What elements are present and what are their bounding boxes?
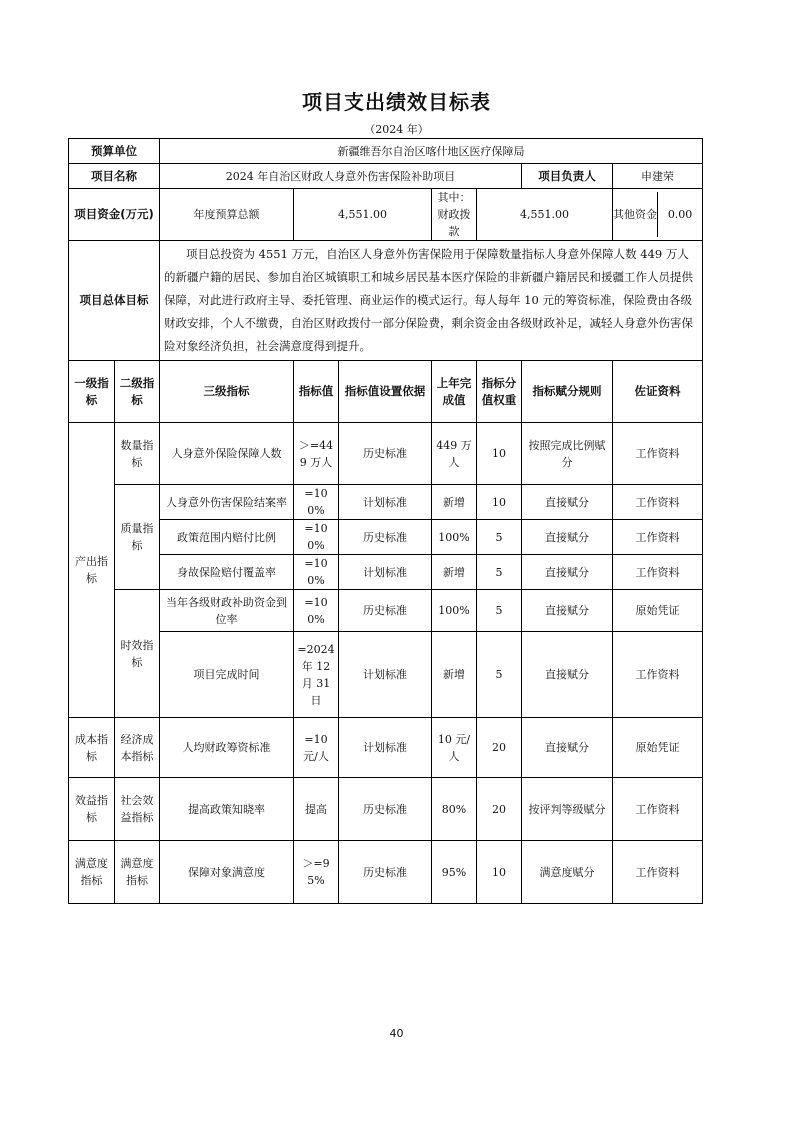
col-evidence: 佐证资料 bbox=[613, 361, 703, 423]
page-title: 项目支出绩效目标表 bbox=[302, 90, 491, 114]
indicator-value: ＞=95% bbox=[294, 841, 339, 904]
col-basis: 指标值设置依据 bbox=[339, 361, 432, 423]
indicator-prev: 新增 bbox=[432, 485, 477, 520]
fiscal-allocation-value: 4,551.00 bbox=[477, 189, 613, 241]
table-row bbox=[69, 841, 703, 904]
column-header-row bbox=[69, 361, 703, 423]
indicator-weight: 10 bbox=[477, 423, 522, 485]
table-row bbox=[69, 555, 703, 590]
indicator-weight: 20 bbox=[477, 778, 522, 841]
col-level3: 三级指标 bbox=[160, 361, 294, 423]
indicator-rule: 满意度赋分 bbox=[522, 841, 613, 904]
project-fund-label: 项目资金(万元) bbox=[69, 189, 160, 241]
indicator-weight: 5 bbox=[477, 632, 522, 718]
indicator-basis: 计划标准 bbox=[339, 555, 432, 590]
table-row bbox=[69, 718, 703, 778]
indicator-basis: 历史标准 bbox=[339, 590, 432, 632]
indicator-rule: 直接赋分 bbox=[522, 590, 613, 632]
group-satisfaction: 满意度指标 bbox=[69, 841, 115, 904]
indicator-rule: 按照完成比例赋分 bbox=[522, 423, 613, 485]
indicator-name: 项目完成时间 bbox=[160, 632, 294, 718]
indicator-weight: 10 bbox=[477, 841, 522, 904]
indicator-value: =10 元/人 bbox=[294, 718, 339, 778]
budget-unit-label: 预算单位 bbox=[69, 139, 160, 164]
subgroup-econ-cost: 经济成本指标 bbox=[115, 718, 160, 778]
indicator-basis: 计划标准 bbox=[339, 718, 432, 778]
indicator-weight: 5 bbox=[477, 520, 522, 555]
indicator-weight: 5 bbox=[477, 555, 522, 590]
indicator-prev: 10 元/人 bbox=[432, 718, 477, 778]
project-name-row bbox=[69, 164, 703, 189]
subgroup-quantity: 数量指标 bbox=[115, 423, 160, 485]
indicator-name: 人身意外保险保障人数 bbox=[160, 423, 294, 485]
indicator-prev: 100% bbox=[432, 520, 477, 555]
indicator-rule: 直接赋分 bbox=[522, 555, 613, 590]
indicator-basis: 历史标准 bbox=[339, 778, 432, 841]
col-level2: 二级指标 bbox=[115, 361, 160, 423]
table-row bbox=[69, 485, 703, 520]
annual-budget-label: 年度预算总额 bbox=[160, 189, 294, 241]
indicator-weight: 20 bbox=[477, 718, 522, 778]
indicator-prev: 95% bbox=[432, 841, 477, 904]
indicator-value: =2024 年 12 月 31 日 bbox=[294, 632, 339, 718]
overall-goal-row bbox=[69, 241, 703, 361]
indicator-evidence: 工作资料 bbox=[613, 423, 703, 485]
indicator-rule: 直接赋分 bbox=[522, 718, 613, 778]
indicator-name: 当年各级财政补助资金到位率 bbox=[160, 590, 294, 632]
indicator-rule: 直接赋分 bbox=[522, 632, 613, 718]
indicator-evidence: 工作资料 bbox=[613, 555, 703, 590]
indicator-prev: 新增 bbox=[432, 555, 477, 590]
indicator-weight: 10 bbox=[477, 485, 522, 520]
indicator-basis: 计划标准 bbox=[339, 485, 432, 520]
indicator-name: 身故保险赔付覆盖率 bbox=[160, 555, 294, 590]
performance-target-table bbox=[68, 138, 703, 904]
indicator-basis: 历史标准 bbox=[339, 423, 432, 485]
indicator-evidence: 工作资料 bbox=[613, 485, 703, 520]
page-number: 40 bbox=[389, 1027, 404, 1040]
table-row bbox=[69, 778, 703, 841]
other-fund-label: 其他资金 bbox=[613, 208, 658, 221]
indicator-prev: 新增 bbox=[432, 632, 477, 718]
subgroup-satisfaction: 满意度指标 bbox=[115, 841, 160, 904]
indicator-value: =100% bbox=[294, 555, 339, 590]
col-prev: 上年完成值 bbox=[432, 361, 477, 423]
group-cost: 成本指标 bbox=[69, 718, 115, 778]
other-fund-value: 0.00 bbox=[657, 192, 702, 237]
project-name-value: 2024 年自治区财政人身意外伤害保险补助项目 bbox=[160, 164, 522, 189]
budget-unit-value: 新疆维吾尔自治区喀什地区医疗保障局 bbox=[160, 139, 703, 164]
project-person-value: 申建荣 bbox=[613, 164, 703, 189]
indicator-value: =100% bbox=[294, 520, 339, 555]
annual-budget-value: 4,551.00 bbox=[294, 189, 432, 241]
col-level1: 一级指标 bbox=[69, 361, 115, 423]
table-row bbox=[69, 632, 703, 718]
other-fund-group bbox=[613, 189, 703, 241]
indicator-weight: 5 bbox=[477, 590, 522, 632]
fiscal-allocation-label: 其中：财政拨款 bbox=[432, 189, 477, 241]
table-row bbox=[69, 423, 703, 485]
subgroup-quality: 质量指标 bbox=[115, 485, 160, 590]
subgroup-social-benefit: 社会效益指标 bbox=[115, 778, 160, 841]
overall-goal-text: 项目总投资为 4551 万元，自治区人身意外伤害保险用于保障数量指标人身意外保障人数 449 万人的新疆户籍的居民、参加自治区城镇职工和城乡居民基本医疗保险的非新疆户籍居民和援疆工作人员提供保障，对此进行政府主导、委托管理、商业运作的模式运行。每人每年 10 元的筹资标准，保险费由各级财政安排，个人不缴费，自治区财政拨付一部分保险费，剩余资金由各级财政补足，减轻人身意外伤害保险对象经济负担，社会满意度得到提升。 bbox=[160, 241, 703, 361]
col-weight: 指标分值权重 bbox=[477, 361, 522, 423]
indicator-name: 人身意外伤害保险结案率 bbox=[160, 485, 294, 520]
group-benefit: 效益指标 bbox=[69, 778, 115, 841]
indicator-name: 提高政策知晓率 bbox=[160, 778, 294, 841]
col-value: 指标值 bbox=[294, 361, 339, 423]
indicator-evidence: 工作资料 bbox=[613, 520, 703, 555]
indicator-basis: 计划标准 bbox=[339, 632, 432, 718]
indicator-basis: 历史标准 bbox=[339, 841, 432, 904]
project-name-label: 项目名称 bbox=[69, 164, 160, 189]
indicator-evidence: 工作资料 bbox=[613, 632, 703, 718]
indicator-value: 提高 bbox=[294, 778, 339, 841]
indicator-basis: 历史标准 bbox=[339, 520, 432, 555]
group-output: 产出指标 bbox=[69, 423, 115, 718]
indicator-value: ＞=449 万人 bbox=[294, 423, 339, 485]
budget-unit-row bbox=[69, 139, 703, 164]
table-row bbox=[69, 590, 703, 632]
indicator-prev: 449 万人 bbox=[432, 423, 477, 485]
table-row bbox=[69, 520, 703, 555]
col-rule: 指标赋分规则 bbox=[522, 361, 613, 423]
indicator-prev: 80% bbox=[432, 778, 477, 841]
indicator-name: 保障对象满意度 bbox=[160, 841, 294, 904]
subgroup-timeliness: 时效指标 bbox=[115, 590, 160, 718]
indicator-evidence: 原始凭证 bbox=[613, 718, 703, 778]
year-label: （2024 年） bbox=[364, 123, 429, 136]
indicator-evidence: 原始凭证 bbox=[613, 590, 703, 632]
indicator-value: =100% bbox=[294, 590, 339, 632]
indicator-rule: 直接赋分 bbox=[522, 520, 613, 555]
indicator-prev: 100% bbox=[432, 590, 477, 632]
overall-goal-label: 项目总体目标 bbox=[69, 241, 160, 361]
indicator-name: 人均财政筹资标准 bbox=[160, 718, 294, 778]
indicator-evidence: 工作资料 bbox=[613, 841, 703, 904]
project-person-label: 项目负责人 bbox=[522, 164, 613, 189]
project-fund-row bbox=[69, 189, 703, 241]
indicator-rule: 按评判等级赋分 bbox=[522, 778, 613, 841]
indicator-rule: 直接赋分 bbox=[522, 485, 613, 520]
indicator-evidence: 工作资料 bbox=[613, 778, 703, 841]
indicator-value: =100% bbox=[294, 485, 339, 520]
indicator-name: 政策范围内赔付比例 bbox=[160, 520, 294, 555]
